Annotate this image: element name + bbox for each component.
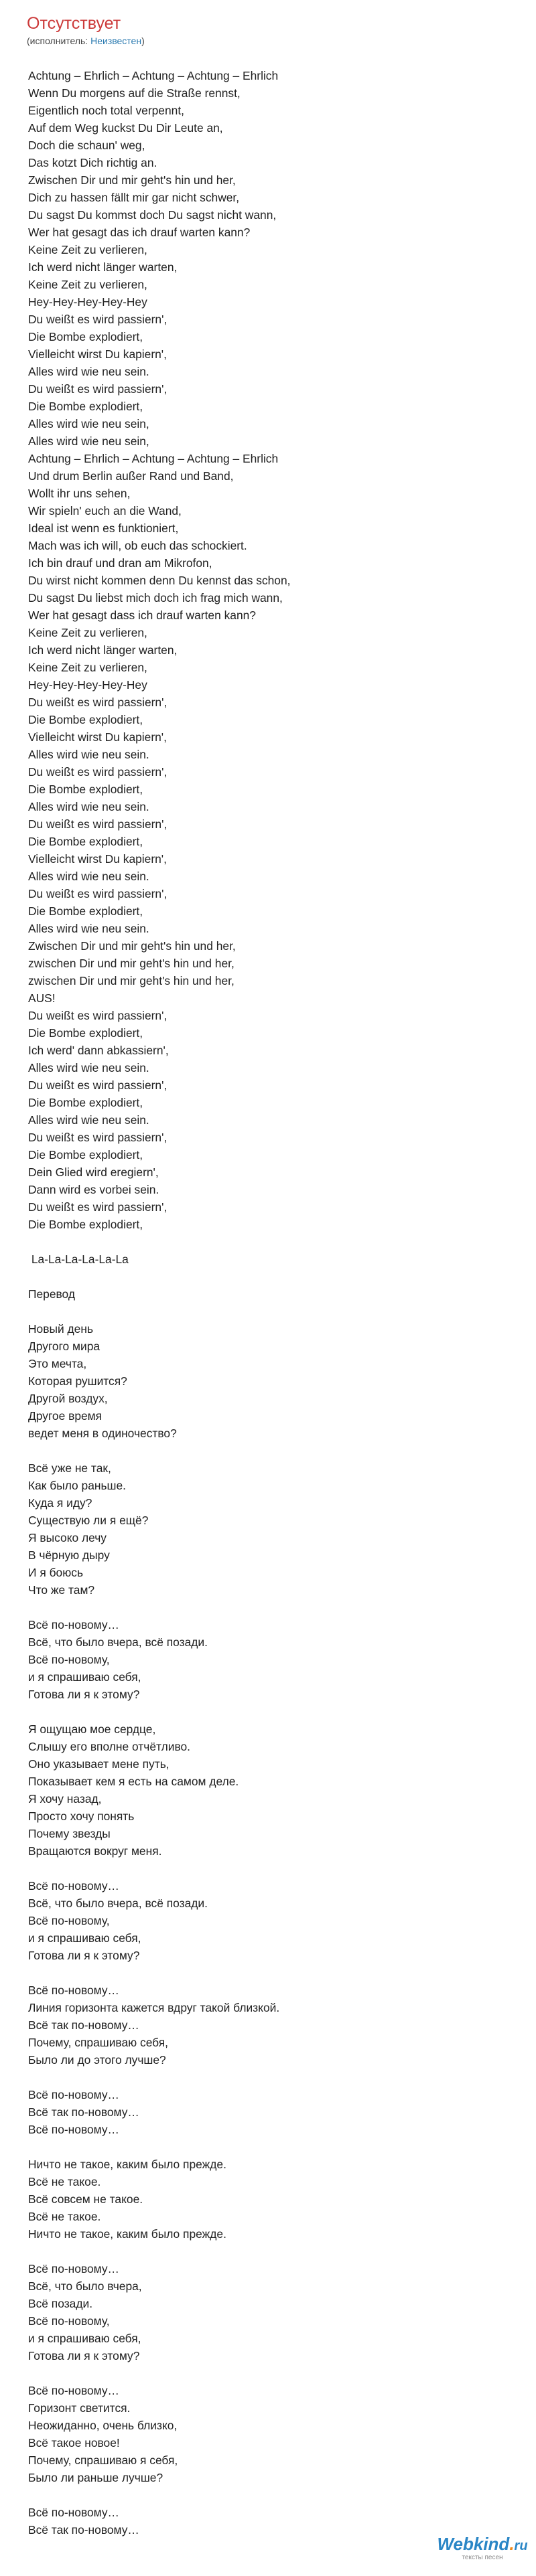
- lyric-line: Die Bombe explodiert,: [28, 1148, 143, 1161]
- lyric-line: [28, 1964, 497, 1982]
- lyric-line: Существую ли я ещё?: [28, 1514, 149, 1527]
- lyric-line: Новый день: [28, 1322, 93, 1336]
- lyric-line: Всё по-новому…: [28, 1618, 119, 1631]
- lyric-line: Alles wird wie neu sein.: [28, 365, 149, 378]
- lyric-line: [28, 1599, 497, 1616]
- lyric-line: Du weißt es wird passiern',: [28, 382, 168, 396]
- lyric-line: Du sagst Du liebst mich doch ich frag mich wann,: [28, 591, 283, 605]
- lyric-line: Du weißt es wird passiern',: [28, 817, 168, 831]
- lyric-line: и я спрашиваю себя,: [28, 1931, 141, 1945]
- lyric-line: Как было раньше.: [28, 1479, 127, 1492]
- lyric-line: Alles wird wie neu sein.: [28, 800, 149, 813]
- lyric-line: Линия горизонта кажется вдруг такой близкой.: [28, 2001, 280, 2014]
- lyric-line: Auf dem Weg kuckst Du Dir Leute an,: [28, 121, 223, 135]
- lyric-line: Keine Zeit zu verlieren,: [28, 626, 147, 639]
- lyric-line: Wollt ihr uns sehen,: [28, 487, 131, 500]
- lyric-line: Du weißt es wird passiern',: [28, 1078, 168, 1092]
- lyric-line: Wer hat gesagt das ich drauf warten kann?: [28, 226, 251, 239]
- logo-tld: ru: [514, 2539, 528, 2553]
- lyric-line: Другой воздух,: [28, 1392, 108, 1405]
- lyric-line: Alles wird wie neu sein.: [28, 1113, 149, 1127]
- lyric-line: Alles wird wie neu sein.: [28, 748, 149, 761]
- lyric-line: Vielleicht wirst Du kapiern',: [28, 852, 167, 866]
- lyric-line: Всё по-новому…: [28, 2506, 119, 2519]
- lyric-line: Всё по-новому,: [28, 1653, 110, 1666]
- song-header: [27, 13, 145, 47]
- lyric-line: Это мечта,: [28, 1357, 87, 1370]
- subtitle-prefix: (исполнитель:: [27, 35, 91, 46]
- lyric-line: Слышу его вполне отчётливо.: [28, 1740, 190, 1753]
- lyric-line: Hey-Hey-Hey-Hey-Hey: [28, 295, 147, 309]
- lyric-line: Alles wird wie neu sein.: [28, 1061, 149, 1074]
- lyric-line: Die Bombe explodiert,: [28, 400, 143, 413]
- lyric-line: Куда я иду?: [28, 1496, 92, 1510]
- lyric-line: Всё совсем не такое.: [28, 2192, 143, 2206]
- lyric-line: Всё позади.: [28, 2297, 93, 2310]
- lyric-line: Zwischen Dir und mir geht's hin und her,: [28, 173, 236, 187]
- lyric-line: Другого мира: [28, 1340, 100, 1353]
- lyric-line: Die Bombe explodiert,: [28, 1096, 143, 1109]
- lyric-line: Wenn Du morgens auf die Straße rennst,: [28, 86, 241, 100]
- logo-tagline: тексты песен: [462, 2554, 503, 2561]
- lyric-line: Горизонт светится.: [28, 2401, 131, 2415]
- lyric-line: [28, 2243, 497, 2260]
- lyric-line: Keine Zeit zu verlieren,: [28, 661, 147, 674]
- lyric-line: Всё такое новое!: [28, 2436, 120, 2449]
- site-logo[interactable]: [436, 2534, 529, 2562]
- lyric-line: Dein Glied wird eregiern',: [28, 1165, 159, 1179]
- lyric-line: Alles wird wie neu sein,: [28, 434, 149, 448]
- lyric-line: Неожиданно, очень близко,: [28, 2419, 178, 2432]
- lyric-line: [28, 2069, 497, 2086]
- lyric-line: La-La-La-La-La-La: [28, 1253, 129, 1266]
- lyric-line: и я спрашиваю себя,: [28, 1670, 141, 1684]
- lyric-line: Du weißt es wird passiern',: [28, 313, 168, 326]
- lyric-line: Wer hat gesagt dass ich drauf warten kann?: [28, 609, 256, 622]
- lyric-line: Du weißt es wird passiern',: [28, 887, 168, 900]
- lyric-line: zwischen Dir und mir geht's hin und her,: [28, 974, 234, 987]
- logo-main: Webkind: [437, 2534, 510, 2554]
- lyric-line: zwischen Dir und mir geht's hin und her,: [28, 957, 234, 970]
- lyric-line: [28, 2486, 497, 2504]
- lyric-line: Что же там?: [28, 1583, 95, 1597]
- lyric-line: Alles wird wie neu sein.: [28, 870, 149, 883]
- artist-link[interactable]: Неизвестен: [90, 35, 142, 46]
- lyric-line: Dich zu hassen fällt mir gar nicht schwer,: [28, 191, 240, 204]
- lyric-line: Почему, спрашиваю я себя,: [28, 2453, 178, 2467]
- lyric-line: Die Bombe explodiert,: [28, 783, 143, 796]
- lyric-line: Ничто не такое, каким было прежде.: [28, 2227, 226, 2241]
- lyric-line: Всё по-новому…: [28, 2123, 119, 2136]
- lyric-line: Zwischen Dir und mir geht's hin und her,: [28, 939, 236, 953]
- lyric-line: Achtung – Ehrlich – Achtung – Achtung – Ehrlich: [28, 452, 279, 465]
- lyric-line: Ничто не такое, каким было прежде.: [28, 2158, 226, 2171]
- lyric-line: Всё по-новому,: [28, 2314, 110, 2328]
- lyric-line: Всё по-новому,: [28, 1914, 110, 1927]
- lyric-line: Почему звезды: [28, 1827, 111, 1840]
- lyric-line: В чёрную дыру: [28, 1548, 110, 1562]
- lyric-line: Alles wird wie neu sein.: [28, 922, 149, 935]
- lyric-line: Die Bombe explodiert,: [28, 835, 143, 848]
- lyric-line: Я ощущаю мое сердце,: [28, 1722, 156, 1736]
- lyric-line: Mach was ich will, ob euch das schockiert.: [28, 539, 247, 552]
- lyric-line: Которая рушится?: [28, 1374, 127, 1388]
- logo-wordmark: [436, 2534, 529, 2555]
- logo-dot: .: [509, 2534, 515, 2554]
- lyric-line: Ich werd' dann abkassiern',: [28, 1044, 169, 1057]
- lyric-line: Всё так по-новому…: [28, 2105, 139, 2119]
- lyric-line: Die Bombe explodiert,: [28, 1026, 143, 1040]
- lyric-line: Achtung – Ehrlich – Achtung – Achtung – Ehrlich: [28, 69, 279, 82]
- song-subtitle: [27, 35, 145, 47]
- lyric-line: Dann wird es vorbei sein.: [28, 1183, 159, 1196]
- lyric-line: Я высоко лечу: [28, 1531, 107, 1544]
- lyric-line: Du wirst nicht kommen denn Du kennst das schon,: [28, 574, 291, 587]
- lyric-line: Всё, что было вчера, всё позади.: [28, 1897, 208, 1910]
- lyric-line: Всё уже не так,: [28, 1461, 111, 1475]
- lyric-line: [28, 2364, 497, 2382]
- lyric-line: Показывает кем я есть на самом деле.: [28, 1775, 239, 1788]
- subtitle-suffix: ): [141, 35, 145, 46]
- lyric-line: Die Bombe explodiert,: [28, 904, 143, 918]
- lyric-line: Du weißt es wird passiern',: [28, 1009, 168, 1022]
- lyric-line: Du sagst Du kommst doch Du sagst nicht wann,: [28, 208, 277, 222]
- lyric-line: ведет меня в одиночество?: [28, 1427, 177, 1440]
- lyric-line: AUS!: [28, 991, 56, 1005]
- lyric-line: Vielleicht wirst Du kapiern',: [28, 730, 167, 744]
- lyric-line: Всё по-новому…: [28, 1984, 119, 1997]
- lyric-line: Всё по-новому…: [28, 2384, 119, 2397]
- lyric-line: Всё по-новому…: [28, 2088, 119, 2101]
- lyric-line: Всё не такое.: [28, 2210, 101, 2223]
- lyric-line: Просто хочу понять: [28, 1809, 135, 1823]
- lyric-line: Du weißt es wird passiern',: [28, 765, 168, 779]
- lyric-line: Я хочу назад,: [28, 1792, 102, 1805]
- lyric-line: Было ли до этого лучше?: [28, 2053, 166, 2067]
- lyric-line: Doch die schaun' weg,: [28, 139, 145, 152]
- lyric-line: Всё так по-новому…: [28, 2523, 139, 2537]
- lyric-line: Das kotzt Dich richtig an.: [28, 156, 157, 169]
- lyric-line: [28, 1703, 497, 1720]
- lyric-line: Keine Zeit zu verlieren,: [28, 243, 147, 256]
- lyric-line: Всё не такое.: [28, 2175, 101, 2188]
- lyric-line: Всё по-новому…: [28, 2262, 119, 2275]
- lyric-line: [28, 1860, 497, 1877]
- lyric-line: Готова ли я к этому?: [28, 1688, 140, 1701]
- lyric-line: Оно указывает мене путь,: [28, 1757, 170, 1771]
- lyric-line: Почему, спрашиваю себя,: [28, 2036, 169, 2049]
- lyric-line: Eigentlich noch total verpennt,: [28, 104, 184, 117]
- lyric-line: Готова ли я к этому?: [28, 2349, 140, 2362]
- lyric-line: Ich werd nicht länger warten,: [28, 643, 178, 657]
- lyric-line: Keine Zeit zu verlieren,: [28, 278, 147, 291]
- lyric-line: Перевод: [28, 1287, 75, 1301]
- lyric-line: [28, 1268, 497, 1285]
- lyric-line: Die Bombe explodiert,: [28, 713, 143, 726]
- lyric-line: Wir spieln' euch an die Wand,: [28, 504, 182, 517]
- lyric-line: И я боюсь: [28, 1566, 84, 1579]
- lyric-line: Ideal ist wenn es funktioniert,: [28, 521, 179, 535]
- lyric-line: Du weißt es wird passiern',: [28, 1131, 168, 1144]
- lyric-line: Другое время: [28, 1409, 103, 1423]
- lyric-line: Du weißt es wird passiern',: [28, 696, 168, 709]
- lyric-line: Ich bin drauf und dran am Mikrofon,: [28, 556, 212, 570]
- lyric-line: Und drum Berlin außer Rand und Band,: [28, 469, 234, 483]
- song-title: Отсутствует: [27, 14, 121, 33]
- lyric-line: Всё по-новому…: [28, 1879, 119, 1893]
- lyric-line: [28, 1233, 497, 1251]
- lyric-line: Всё, что было вчера,: [28, 2279, 142, 2293]
- lyric-line: Die Bombe explodiert,: [28, 330, 143, 343]
- lyric-line: [28, 2138, 497, 2156]
- lyric-line: Alles wird wie neu sein,: [28, 417, 149, 430]
- lyric-line: Было ли раньше лучше?: [28, 2471, 163, 2484]
- lyric-line: Вращаются вокруг меня.: [28, 1844, 162, 1858]
- lyric-line: и я спрашиваю себя,: [28, 2332, 141, 2345]
- lyric-line: Всё так по-новому…: [28, 2018, 139, 2032]
- lyric-line: Vielleicht wirst Du kapiern',: [28, 347, 167, 361]
- lyric-line: Du weißt es wird passiern',: [28, 1200, 168, 1214]
- lyric-line: [28, 1442, 497, 1459]
- lyric-line: Готова ли я к этому?: [28, 1949, 140, 1962]
- lyrics-text: [28, 67, 497, 2539]
- lyric-line: [28, 1303, 497, 1320]
- lyric-line: Ich werd nicht länger warten,: [28, 260, 178, 274]
- lyric-line: Hey-Hey-Hey-Hey-Hey: [28, 678, 147, 692]
- lyric-line: Die Bombe explodiert,: [28, 1218, 143, 1231]
- lyric-line: Всё, что было вчера, всё позади.: [28, 1635, 208, 1649]
